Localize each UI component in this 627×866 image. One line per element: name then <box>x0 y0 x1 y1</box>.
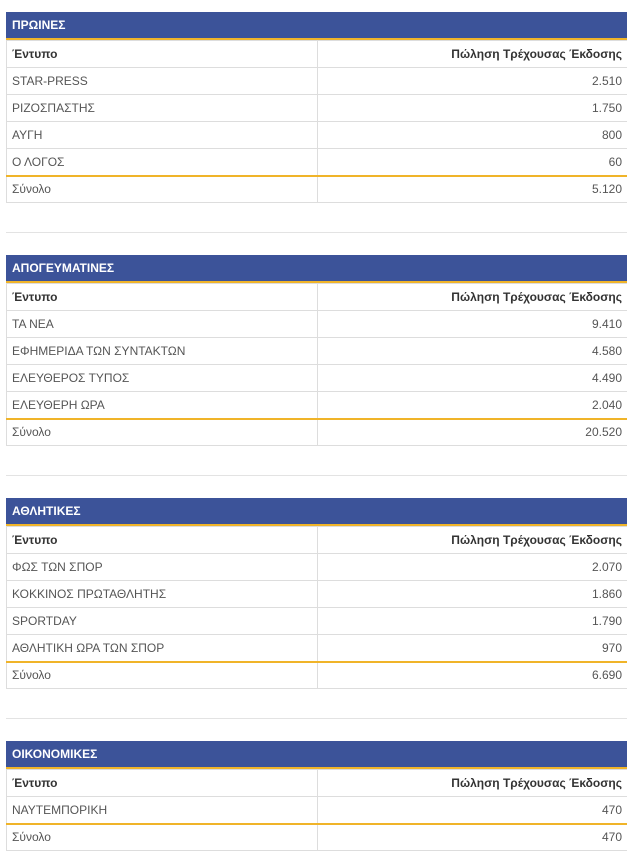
publication-name: ΡΙΖΟΣΠΑΣΤΗΣ <box>7 95 318 122</box>
column-header-sales: Πώληση Τρέχουσας Έκδοσης <box>318 527 627 554</box>
table-row <box>7 122 627 149</box>
table-row <box>7 95 627 122</box>
total-label: Σύνολο <box>7 176 318 203</box>
sales-table <box>6 526 627 689</box>
publication-name: ΝΑΥΤΕΜΠΟΡΙΚΗ <box>7 797 318 824</box>
sales-table <box>6 769 627 851</box>
publication-name: ΦΩΣ ΤΩΝ ΣΠΟΡ <box>7 554 318 581</box>
publication-name: ΕΛΕΥΘΕΡΟΣ ΤΥΠΟΣ <box>7 365 318 392</box>
publication-name: ΕΛΕΥΘΕΡΗ ΩΡΑ <box>7 392 318 419</box>
column-header-sales: Πώληση Τρέχουσας Έκδοσης <box>318 41 627 68</box>
table-row <box>7 581 627 608</box>
total-row <box>7 176 627 203</box>
section-title: ΑΘΛΗΤΙΚΕΣ <box>6 498 627 526</box>
publication-name: ΑΘΛΗΤΙΚΗ ΩΡΑ ΤΩΝ ΣΠΟΡ <box>7 635 318 662</box>
sales-value: 970 <box>318 635 627 662</box>
table-header-row <box>7 770 627 797</box>
publication-name: Ο ΛΟΓΟΣ <box>7 149 318 176</box>
total-label: Σύνολο <box>7 824 318 851</box>
section-divider <box>6 232 627 233</box>
total-value: 470 <box>318 824 627 851</box>
table-header-row <box>7 527 627 554</box>
section-title: ΠΡΩΙΝΕΣ <box>6 12 627 40</box>
sales-value: 1.860 <box>318 581 627 608</box>
sales-value: 4.580 <box>318 338 627 365</box>
table-row <box>7 338 627 365</box>
total-row <box>7 419 627 446</box>
column-header-name: Έντυπο <box>7 770 318 797</box>
section-divider <box>6 718 627 719</box>
table-row <box>7 608 627 635</box>
table-row <box>7 554 627 581</box>
sales-table <box>6 40 627 203</box>
column-header-name: Έντυπο <box>7 527 318 554</box>
table-row <box>7 311 627 338</box>
total-label: Σύνολο <box>7 419 318 446</box>
section-title: ΟΙΚΟΝΟΜΙΚΕΣ <box>6 741 627 769</box>
table-row <box>7 635 627 662</box>
sales-value: 1.750 <box>318 95 627 122</box>
sales-value: 2.040 <box>318 392 627 419</box>
section-title: ΑΠΟΓΕΥΜΑΤΙΝΕΣ <box>6 255 627 283</box>
column-header-name: Έντυπο <box>7 284 318 311</box>
column-header-sales: Πώληση Τρέχουσας Έκδοσης <box>318 284 627 311</box>
sales-value: 800 <box>318 122 627 149</box>
sales-value: 2.510 <box>318 68 627 95</box>
sales-value: 4.490 <box>318 365 627 392</box>
table-row <box>7 392 627 419</box>
total-label: Σύνολο <box>7 662 318 689</box>
table-header-row <box>7 284 627 311</box>
publication-name: ΤΑ ΝΕΑ <box>7 311 318 338</box>
section-financial <box>6 741 627 851</box>
sales-value: 470 <box>318 797 627 824</box>
total-value: 20.520 <box>318 419 627 446</box>
total-row <box>7 824 627 851</box>
column-header-sales: Πώληση Τρέχουσας Έκδοσης <box>318 770 627 797</box>
sales-value: 9.410 <box>318 311 627 338</box>
table-row <box>7 149 627 176</box>
table-row <box>7 365 627 392</box>
table-row <box>7 68 627 95</box>
column-header-name: Έντυπο <box>7 41 318 68</box>
section-divider <box>6 475 627 476</box>
total-value: 5.120 <box>318 176 627 203</box>
section-sports <box>6 498 627 689</box>
publication-name: ΑΥΓΗ <box>7 122 318 149</box>
total-value: 6.690 <box>318 662 627 689</box>
sales-value: 60 <box>318 149 627 176</box>
total-row <box>7 662 627 689</box>
publication-name: STAR-PRESS <box>7 68 318 95</box>
sales-table <box>6 283 627 446</box>
section-afternoon <box>6 255 627 446</box>
table-header-row <box>7 41 627 68</box>
sales-value: 1.790 <box>318 608 627 635</box>
section-morning <box>6 12 627 203</box>
publication-name: SPORTDAY <box>7 608 318 635</box>
table-row <box>7 797 627 824</box>
publication-name: ΚΟΚΚΙΝΟΣ ΠΡΩΤΑΘΛΗΤΗΣ <box>7 581 318 608</box>
publication-name: ΕΦΗΜΕΡΙΔΑ ΤΩΝ ΣΥΝΤΑΚΤΩΝ <box>7 338 318 365</box>
sales-value: 2.070 <box>318 554 627 581</box>
